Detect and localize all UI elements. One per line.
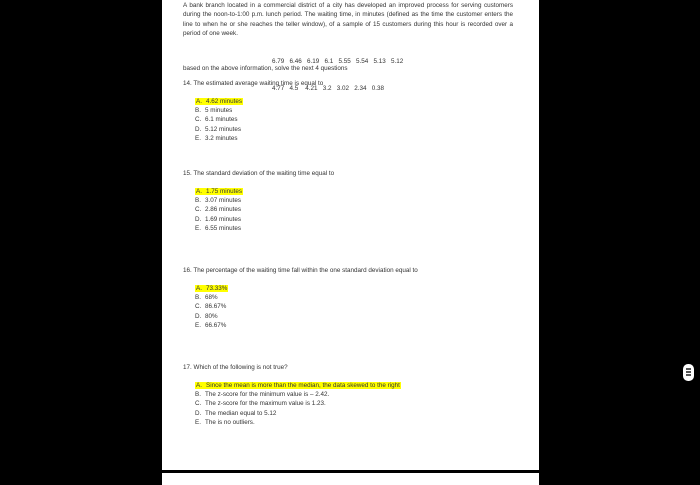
dataset-row-2: 4.77 4.5 4.21 3.2 3.02 2.34 0.38 xyxy=(272,85,385,92)
option[interactable]: A. 73.33% xyxy=(196,285,228,292)
instruction: based on the above information, solve the next 4 questions xyxy=(183,65,348,72)
option[interactable]: E. 6.55 minutes xyxy=(195,224,242,232)
option[interactable]: A. Since the mean is more than the median, the data skewed to the right xyxy=(196,382,400,389)
question-14: 14. The estimated average waiting time is equal to xyxy=(183,80,324,87)
question-16: 16. The percentage of the waiting time fall within the one standard deviation equal to xyxy=(183,267,418,274)
option[interactable]: A. 4.62 minutes xyxy=(196,98,243,105)
document-page xyxy=(162,0,539,470)
option[interactable]: C. 86.67% xyxy=(195,303,227,311)
option[interactable]: B. 5 minutes xyxy=(195,107,233,115)
question-15-options xyxy=(195,187,243,233)
option[interactable]: E. The is no outliers. xyxy=(195,418,255,426)
question-14-options xyxy=(195,97,243,143)
option[interactable]: A. 1.75 minutes xyxy=(196,188,243,195)
option[interactable]: B. 3.07 minutes xyxy=(195,197,242,205)
option[interactable]: C. 6.1 minutes xyxy=(195,116,238,124)
option[interactable]: E. 66.67% xyxy=(195,321,227,329)
option[interactable]: D. The median equal to 5.12 xyxy=(195,409,277,417)
dataset-row-1: 6.79 6.46 6.19 6.1 5.55 5.54 5.13 5.12 xyxy=(272,58,404,65)
dataset xyxy=(272,39,403,111)
option[interactable]: B. 68% xyxy=(195,294,218,302)
question-17-options xyxy=(195,381,401,427)
question-17: 17. Which of the following is not true? xyxy=(183,364,288,371)
option[interactable]: B. The z-score for the minimum value is – 2.42. xyxy=(195,391,330,399)
problem-intro: A bank branch located in a commercial district of a city has developed an improved process for serving customers during the noon-to-1:00 p.m. lunch period. The waiting time, in minutes (defined as the time the customer enters the line to when he or she reaches the teller window), of a sample of 15 customers during this hour is recorded over a period of one week. xyxy=(183,2,513,37)
option[interactable]: D. 1.69 minutes xyxy=(195,215,242,223)
question-16-options xyxy=(195,284,228,330)
next-page-edge xyxy=(162,473,539,485)
option[interactable]: E. 3.2 minutes xyxy=(195,134,238,142)
option[interactable]: C. The z-score for the maximum value is 1.23. xyxy=(195,400,326,408)
scrollbar-thumb[interactable] xyxy=(683,364,694,381)
option[interactable]: D. 80% xyxy=(195,312,218,320)
grip-icon xyxy=(686,368,691,377)
option[interactable]: C. 2.86 minutes xyxy=(195,206,242,214)
option[interactable]: D. 5.12 minutes xyxy=(195,125,242,133)
question-15: 15. The standard deviation of the waiting time equal to xyxy=(183,170,335,177)
